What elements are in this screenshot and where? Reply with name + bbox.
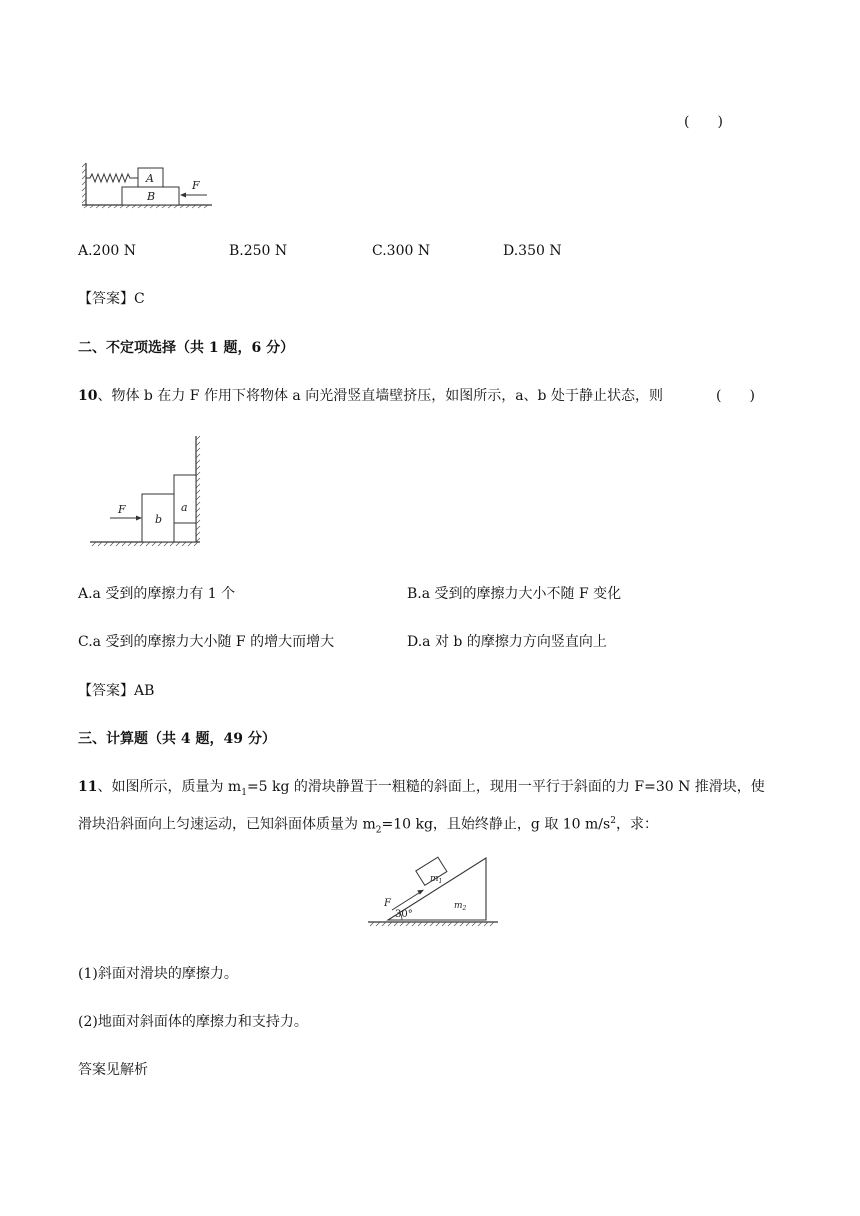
q11-line1-text-a: 、如图所示，质量为 m <box>97 779 242 795</box>
q10-figure <box>88 434 214 546</box>
q10-number: 10 <box>78 388 98 404</box>
q11-line1-text-b: =5 kg 的滑块静置于一粗糙的斜面上，现用一平行于斜面的力 F=30 N 推滑块，使 <box>246 779 765 795</box>
q11-line2-text-b: =10 kg，且始终静止，g 取 10 m/s <box>381 816 611 833</box>
q11-force-label: F <box>384 898 391 909</box>
q11-line2-text-c: ，求： <box>615 816 658 833</box>
q10-force-arrowhead <box>136 516 142 521</box>
q11-part2: (2)地面对斜面体的摩擦力和支持力。 <box>78 1014 308 1030</box>
q10-text: 、物体 b 在力 F 作用下将物体 a 向光滑竖直墙壁挤压，如图所示，a、b 处于静止状态，则 <box>97 388 663 404</box>
section2-heading: 二、不定项选择（共 1 题，6 分） <box>78 340 295 356</box>
q11-figure <box>366 854 498 930</box>
q10-option-a: A.a 受到的摩擦力有 1 个 <box>78 586 236 602</box>
q10-force-label: F <box>118 503 126 516</box>
q9-block-b-label: B <box>147 190 156 203</box>
q10-option-d: D.a 对 b 的摩擦力方向竖直向上 <box>407 634 607 650</box>
q11-answer: 答案见解析 <box>78 1062 148 1078</box>
q9-option-b: B.250 N <box>229 243 288 259</box>
q9-force-arrowhead <box>180 193 186 198</box>
q11-line2-sub: 2 <box>375 825 382 836</box>
q9-spring <box>86 174 138 182</box>
q9-answer: 【答案】C <box>78 291 145 307</box>
q10-answer-bracket: ( ) <box>716 388 755 404</box>
q10-block-a-label: a <box>181 501 188 514</box>
q11-stem-line1 <box>78 777 765 803</box>
q11-number: 11 <box>78 779 98 795</box>
q11-block-m1-label: $m_1$ <box>430 874 443 885</box>
q9-block-a-label: A <box>146 172 154 185</box>
q9-option-a: A.200 N <box>78 243 136 259</box>
q10-option-b: B.a 受到的摩擦力大小不随 F 变化 <box>407 586 622 602</box>
q11-line2-sup: 2 <box>610 816 616 826</box>
q11-angle-label: 30° <box>395 909 413 920</box>
q11-line2-text-a: 滑块沿斜面向上匀速运动，已知斜面体质量为 m <box>78 816 376 833</box>
q10-wall-hatch <box>196 436 200 542</box>
q11-stem-line2 <box>78 811 658 840</box>
q10-block-b-label: b <box>155 513 163 526</box>
q10-option-c: C.a 受到的摩擦力大小随 F 的增大而增大 <box>78 634 335 650</box>
q9-force-label: F <box>192 179 200 192</box>
q11-incline-label: $m_2$ <box>454 901 467 912</box>
q11-line1-sub: 1 <box>241 787 247 798</box>
section3-heading: 三、计算题（共 4 题，49 分） <box>78 731 276 747</box>
q9-figure <box>80 163 220 208</box>
q9-option-d: D.350 N <box>503 243 562 259</box>
q11-part1: (1)斜面对滑块的摩擦力。 <box>78 966 238 982</box>
q9-answer-bracket: ( ) <box>684 114 723 130</box>
q10-answer: 【答案】AB <box>78 683 155 699</box>
q9-option-c: C.300 N <box>372 243 431 259</box>
q10-stem <box>78 386 663 406</box>
